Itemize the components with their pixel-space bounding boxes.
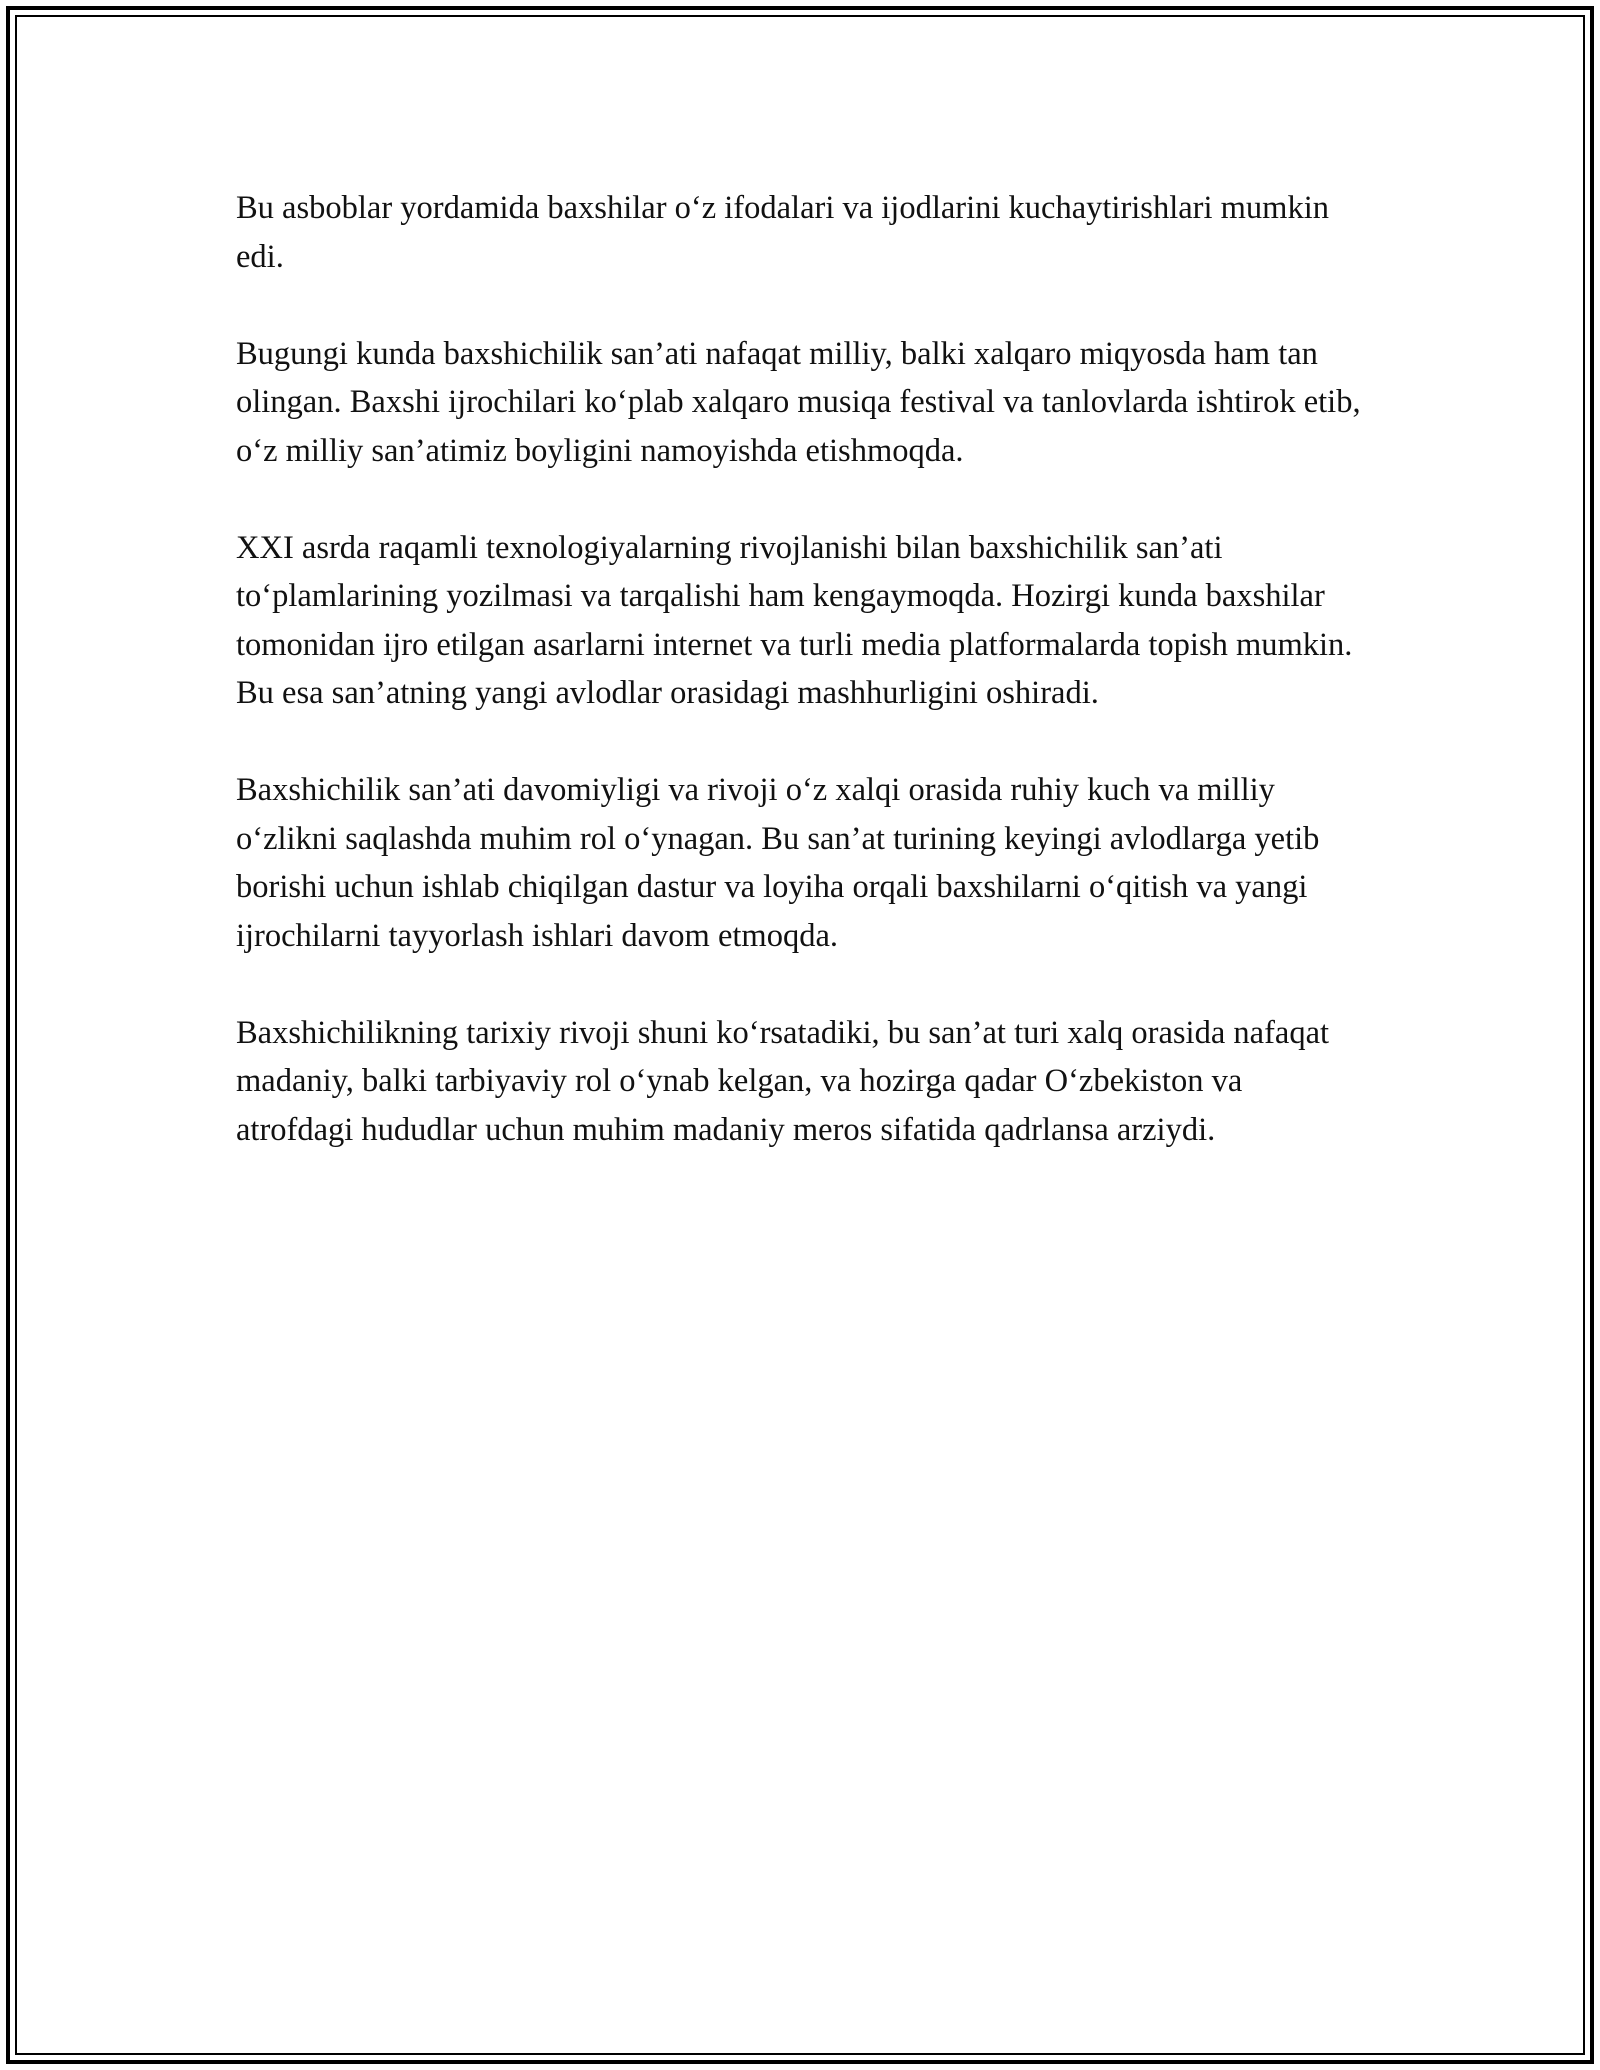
paragraph-2: Bugungi kunda baxshichilik san’ati nafaqat milliy, balki xalqaro miqyosda ham tan olingan. Baxshi ijrochilari ko‘plab xalqaro musiqa festival va tanlovlarda ishtirok etib, o‘z milliy san’atimiz boyligini namoyishda etishmoqda. — [236, 335, 1361, 469]
document-body — [236, 184, 1366, 1203]
paragraph-3: XXI asrda raqamli texnologiyalarning rivojlanishi bilan baxshichilik san’ati to‘plamlarining yozilmasi va tarqalishi ham kengaymoqda. Hozirgi kunda baxshilar tomonidan ijro etilgan asarlarni internet va turli media platformalarda topish mumkin. Bu esa san’atning yangi avlodlar orasidagi mashhurligini oshiradi. — [236, 529, 1353, 711]
paragraph-1: Bu asboblar yordamida baxshilar o‘z ifodalari va ijodlarini kuchaytirishlari mumkin edi. — [236, 190, 1329, 275]
paragraph-5: Baxshichilikning tarixiy rivoji shuni ko‘rsatadiki, bu san’at turi xalq orasida nafaqat madaniy, balki tarbiyaviy rol o‘ynab kelgan, va hozirga qadar O‘zbekiston va atrofdagi hududlar uchun muhim madaniy meros sifatida qadrlansa arziydi. — [236, 1014, 1330, 1148]
paragraph-4: Baxshichilik san’ati davomiyligi va rivoji o‘z xalqi orasida ruhiy kuch va milliy o‘zlikni saqlashda muhim rol o‘ynagan. Bu san’at turining keyingi avlodlarga yetib borishi uchun ishlab chiqilgan dastur va loyiha orqali baxshilarni o‘qitish va yangi ijrochilarni tayyorlash ishlari davom etmoqda. — [236, 772, 1320, 954]
